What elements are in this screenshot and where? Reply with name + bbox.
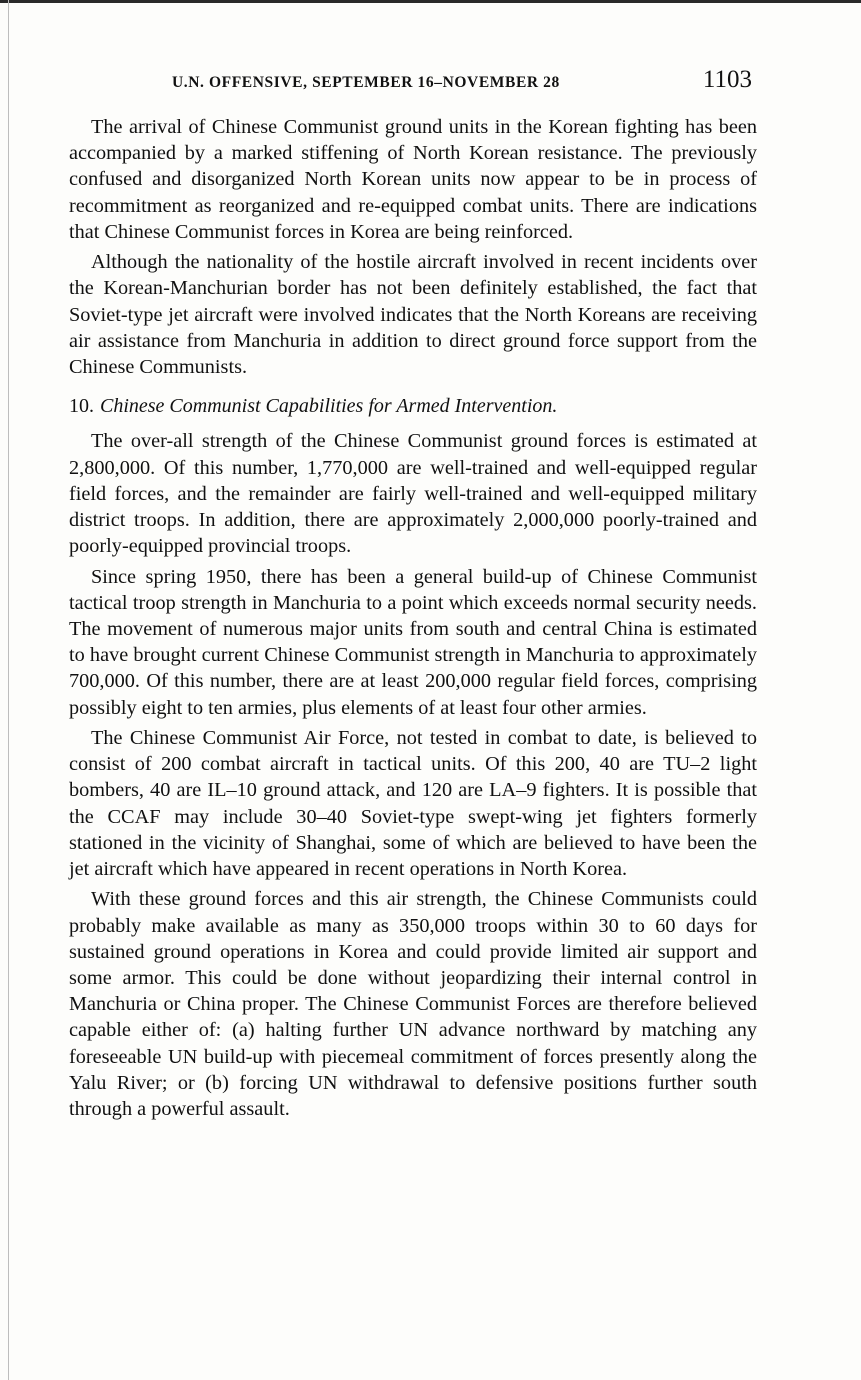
- paragraph-hostile-aircraft: Although the nationality of the hostile aircraft involved in recent incidents over the Korean-Manchurian border has not been definitely established, the fact that Soviet-type jet aircraft were involved indicates that the North Koreans are receiving air assistance from Manchuria in addition to direct ground force support from the Chinese Communists.: [69, 251, 757, 379]
- paragraph-capabilities: With these ground forces and this air strength, the Chinese Communists could probably make available as many as 350,000 troops within 30 to 60 days for sustained ground operations in Korea and could provide limited air support and some armor. This could be done without jeopardizing their internal control in Manchuria or China proper. The Chinese Communist Forces are therefore believed capable either of: (a) halting further UN advance northward by matching any foreseeable UN build-up with piecemeal commitment of forces presently along the Yalu River; or (b) forcing UN withdrawal to defensive positions further south through a powerful assault.: [69, 888, 757, 1121]
- running-title: U.N. OFFENSIVE, SEPTEMBER 16–NOVEMBER 28: [172, 74, 560, 91]
- paragraph-air-force: The Chinese Communist Air Force, not tested in combat to date, is believed to consist of 200 combat aircraft in tactical units. Of this 200, 40 are TU–2 light bombers, 40 are IL–10 ground attack, and 120 are LA–9 fighters. It is possible that the CCAF may include 30–40 Soviet-type swept-wing jet fighters formerly stationed in the vicinity of Shanghai, some of which are believed to have been the jet aircraft which have appeared in recent operations in North Korea.: [69, 727, 757, 881]
- section-title: Chinese Communist Capabilities for Armed Intervention.: [100, 395, 558, 418]
- section-heading: [69, 393, 757, 419]
- paragraph-chinese-ground-units: The arrival of Chinese Communist ground units in the Korean fighting has been accompanied by a marked stiffening of North Korean resistance. The previously confused and disorganized North Korean units now appear to be in process of recommitment as reorganized and re-equipped combat units. There are indications that Chinese Communist forces in Korea are being reinforced.: [69, 116, 757, 243]
- running-header: [172, 66, 752, 100]
- section-number: 10.: [69, 395, 94, 418]
- paragraph-manchuria-buildup: Since spring 1950, there has been a general build-up of Chinese Communist tactical troop strength in Manchuria to a point which exceeds normal security needs. The movement of numerous major units from south and central China is estimated to have brought current Chinese Communist strength in Manchuria to approximately 700,000. Of this number, there are at least 200,000 regular field forces, comprising possibly eight to ten armies, plus elements of at least four other armies.: [69, 565, 757, 719]
- paragraph-ground-strength: The over-all strength of the Chinese Communist ground forces is estimated at 2,800,000. Of this number, 1,770,000 are well-trained and well-equipped regular field forces, and the remainder are fairly well-trained and well-equipped military district troops. In addition, there are approximately 2,000,000 poorly-trained and poorly-equipped provincial troops.: [69, 430, 757, 558]
- page-top-edge: [0, 0, 861, 3]
- body-text: [69, 114, 757, 1126]
- page-left-edge: [8, 0, 9, 1380]
- page-number: 1103: [702, 66, 752, 93]
